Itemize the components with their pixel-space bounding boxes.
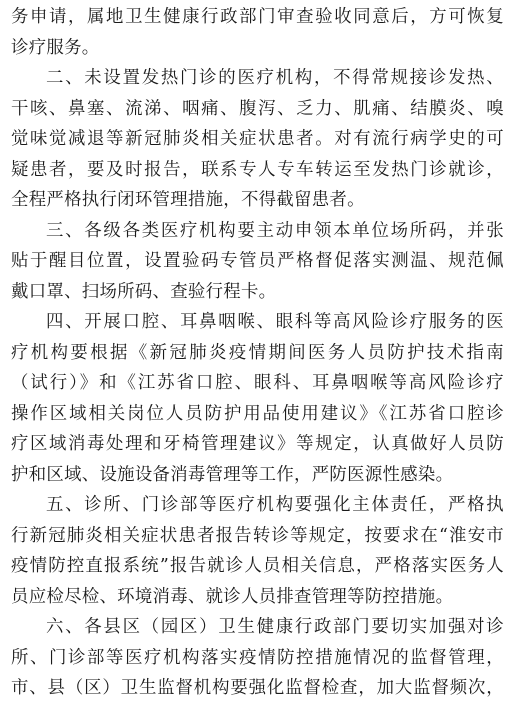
text-line: 员应检尽检、环境消毒、就诊人员排查管理等防控措施。 [11,586,454,607]
text-line: 疗机构要根据《新冠肺炎疫情期间医务人员防护技术指南 [11,342,504,363]
paragraph-item-2 [11,63,504,216]
text-line: 所、门诊部等医疗机构落实疫情防控措施情况的监督管理， [11,647,504,668]
paragraph-item-5 [11,490,504,612]
text-line: 疑患者，要及时报告，联系专人专车转运至发热门诊就诊， [11,159,504,180]
text-line: 四、开展口腔、耳鼻咽喉、眼科等高风险诊疗服务的医 [46,312,504,332]
text-line: 干咳、鼻塞、流涕、咽痛、腹泻、乏力、肌痛、结膜炎、嗅 [11,98,504,119]
text-line: 行新冠肺炎相关症状患者报告转诊等规定，按要求在“淮安市 [11,525,504,546]
paragraph-continuation [11,2,504,63]
text-line: 务申请，属地卫生健康行政部门审查验收同意后，方可恢复 [11,7,504,27]
text-line: 护和区域、设施设备消毒管理等工作，严防医源性感染。 [11,464,454,485]
text-line: 市、县（区）卫生监督机构要强化监督检查，加大监督频次， [11,678,504,698]
text-line: 六、各县区（园区）卫生健康行政部门要切实加强对诊 [46,617,504,637]
text-line: 操作区域相关岗位人员防护用品使用建议》《江苏省口腔诊 [11,403,504,424]
text-line: 贴于醒目位置，设置验码专管员严格督促落实测温、规范佩 [11,251,504,271]
text-line: 五、诊所、门诊部等医疗机构要强化主体责任，严格执 [46,495,504,515]
text-line: （试行）》和《江苏省口腔、眼科、耳鼻咽喉等高风险诊疗 [11,373,504,393]
text-line: 戴口罩、扫场所码、查验行程卡。 [11,281,277,302]
paragraph-item-3 [11,216,504,308]
text-line: 疗区域消毒处理和牙椅管理建议》等规定，认真做好人员防 [11,434,504,454]
text-line: 疫情防控直报系统”报告就诊人员相关信息，严格落实医务人 [11,556,504,576]
text-line: 全程严格执行闭环管理措施，不得截留患者。 [11,190,365,210]
paragraph-item-4 [11,307,504,490]
text-line: 二、未设置发热门诊的医疗机构，不得常规接诊发热、 [46,68,504,88]
text-line: 三、各级各类医疗机构要主动申领本单位场所码，并张 [46,220,504,241]
text-line: 诊疗服务。 [11,37,100,58]
text-line: 觉味觉减退等新冠肺炎相关症状患者。对有流行病学史的可 [11,129,504,149]
